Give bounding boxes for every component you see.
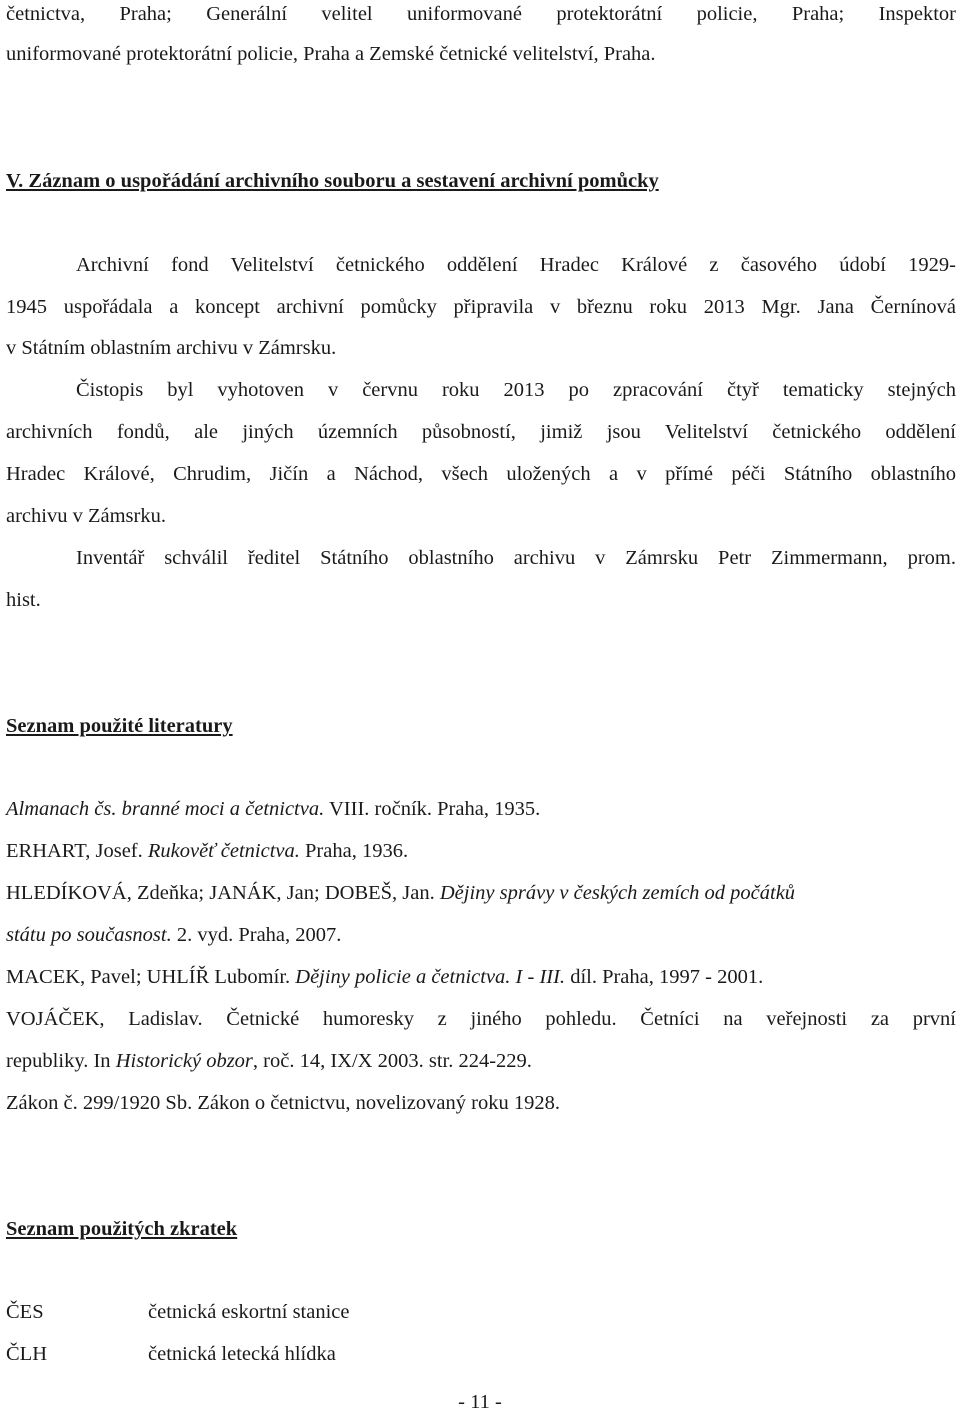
abbreviations-heading: Seznam použitých zkratek <box>6 1218 238 1240</box>
abbreviation-code: ČLH <box>6 1343 47 1365</box>
p2-line-4: archivu v Zámsrku. <box>6 505 166 527</box>
literature-item: Zákon č. 299/1920 Sb. Zákon o četnictvu, novelizovaný roku 1928. <box>6 1092 560 1114</box>
literature-heading: Seznam použité literatury <box>6 715 233 737</box>
intro-line-2: uniformované protektorátní policie, Praha a Zemské četnické velitelství, Praha. <box>6 43 656 65</box>
p1-line-3: v Státním oblastním archivu v Zámrsku. <box>6 337 337 359</box>
literature-item: HLEDÍKOVÁ, Zdeňka; JANÁK, Jan; DOBEŠ, Jan. Dějiny správy v českých zemích od počátků <box>6 882 796 904</box>
literature-item: VOJÁČEK, Ladislav. Četnické humoresky z jiného pohledu. Četníci na veřejnosti za první <box>6 1008 956 1030</box>
literature-item-cont: státu po současnost. 2. vyd. Praha, 2007. <box>6 924 342 946</box>
intro-line-1: četnictva, Praha; Generální velitel uniformované protektorátní policie, Praha; Inspektor <box>6 3 956 25</box>
section-heading: V. Záznam o uspořádání archivního souboru a sestavení archivní pomůcky <box>6 170 659 192</box>
page-number: - 11 - <box>458 1391 502 1413</box>
abbreviation-desc: četnická letecká hlídka <box>148 1343 336 1365</box>
p1-line-2: 1945 uspořádala a koncept archivní pomůcky připravila v březnu roku 2013 Mgr. Jana Černínová <box>6 296 956 318</box>
p3-line-2: hist. <box>6 589 41 611</box>
literature-item: ERHART, Josef. Rukověť četnictva. Praha, 1936. <box>6 840 409 862</box>
abbreviation-desc: četnická eskortní stanice <box>148 1301 350 1323</box>
abbreviation-code: ČES <box>6 1301 44 1323</box>
p2-line-1: Čistopis byl vyhotoven v červnu roku 2013 po zpracování čtyř tematicky stejných <box>76 379 956 401</box>
p2-line-2: archivních fondů, ale jiných územních působností, jimiž jsou Velitelství četnického oddělení <box>6 421 956 443</box>
literature-item-cont: republiky. In Historický obzor, roč. 14, IX/X 2003. str. 224-229. <box>6 1050 532 1072</box>
p3-line-1: Inventář schválil ředitel Státního oblastního archivu v Zámrsku Petr Zimmermann, prom. <box>76 547 956 569</box>
literature-item: MACEK, Pavel; UHLÍŘ Lubomír. Dějiny policie a četnictva. I - III. díl. Praha, 1997 - 2001. <box>6 966 764 988</box>
literature-item: Almanach čs. branné moci a četnictva. VIII. ročník. Praha, 1935. <box>6 798 541 820</box>
p2-line-3: Hradec Králové, Chrudim, Jičín a Náchod, všech uložených a v přímé péči Státního oblastního <box>6 463 956 485</box>
p1-line-1: Archivní fond Velitelství četnického oddělení Hradec Králové z časového údobí 1929- <box>76 254 956 276</box>
